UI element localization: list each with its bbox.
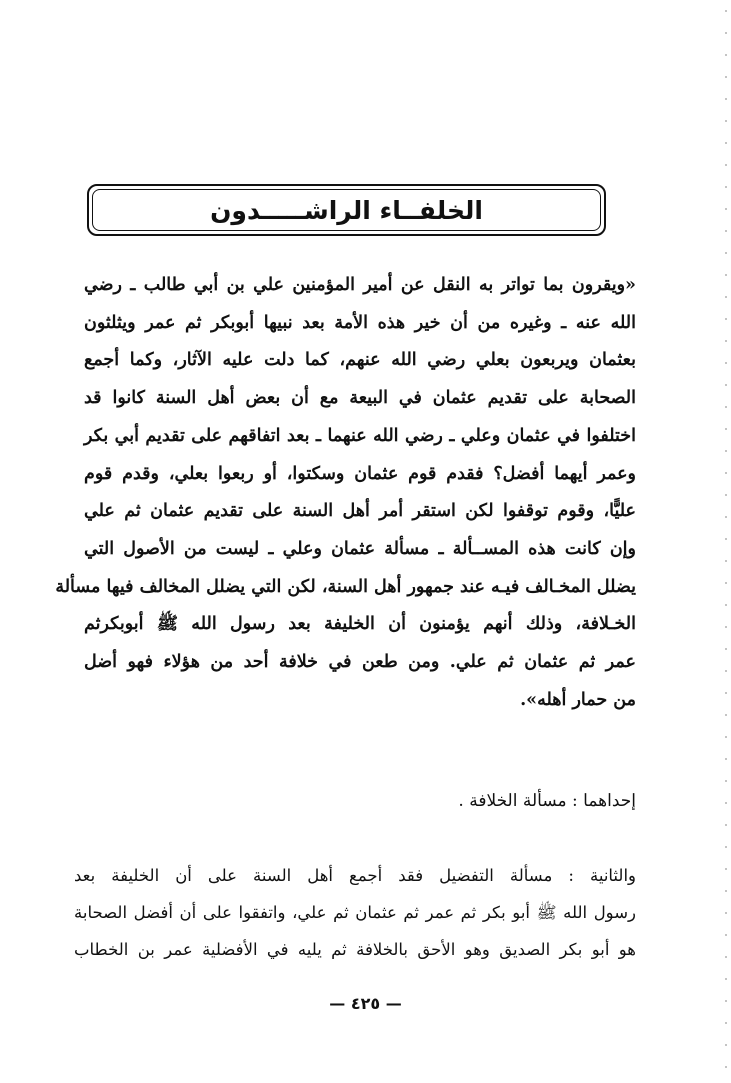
- note-first: [458, 786, 636, 816]
- note-line: إحداهما : مسألة الخلافة .: [458, 791, 636, 811]
- text-line: «ويقرون بما تواتر به النقل عن أمير المؤمنين علي بن أبي طالب ـ رضي: [84, 275, 636, 295]
- note-line: رسول الله ﷺ أبو بكر ثم عمر ثم عثمان ثم علي، واتفقوا على أن أفضل الصحابة: [74, 903, 636, 922]
- text-line: عليًّا، وقوم توقفوا لكن استقر أمر أهل السنة على تقديم عثمان ثم علي: [84, 501, 636, 522]
- note-second: [74, 857, 636, 968]
- text-line: بعثمان ويربعون بعلي رضي الله عنهم، كما دلت عليه الآثار، وكما أجمع: [84, 350, 636, 371]
- text-line: الله عنه ـ وغيره من أن خير هذه الأمة بعد نبيها أبوبكر ثم عمر ويثلثون: [84, 312, 636, 333]
- section-title-box: [87, 184, 606, 236]
- text-line: يضلل المخـالف فيـه عند جمهور أهل السنة، لكن التي يضلل المخالف فيها مسألة: [55, 576, 636, 597]
- text-line: الخـلافة، وذلك أنهم يؤمنون أن الخليفة بعد رسول الله ﷺ أبوبكرثم: [84, 614, 636, 635]
- text-line: الصحابة على تقديم عثمان في البيعة مع أن بعض أهل السنة كانوا قد: [84, 388, 636, 409]
- text-line: من حمار أهله».: [520, 689, 636, 710]
- page-number: — ٤٢٥ —: [329, 994, 402, 1013]
- note-line: هو أبو بكر الصديق وهو الأحق بالخلافة ثم يليه في الأفضلية عمر بن الخطاب: [74, 940, 636, 959]
- text-line: وإن كانت هذه المســألة ـ مسألة عثمان وعلي ـ ليست من الأصول التي: [84, 538, 636, 559]
- text-line: عمر ثم عثمان ثم علي. ومن طعن في خلافة أحد من هؤلاء فهو أضل: [84, 652, 636, 673]
- text-line: اختلفوا في عثمان وعلي ـ رضي الله عنهما ـ بعد اتفاقهم على تقديم أبي بكر: [84, 425, 636, 446]
- note-line: والثانية : مسألة التفضيل فقد أجمع أهل السنة على أن الخليفة بعد: [74, 866, 636, 885]
- section-title: الخلفــاء الراشـــــدون: [210, 195, 483, 225]
- margin-dots: [725, 0, 727, 1083]
- text-line: وعمر أيهما أفضل؟ فقدم قوم عثمان وسكتوا، أو ربعوا بعلي، وقدم قوم: [84, 463, 636, 484]
- main-paragraph: [55, 267, 636, 719]
